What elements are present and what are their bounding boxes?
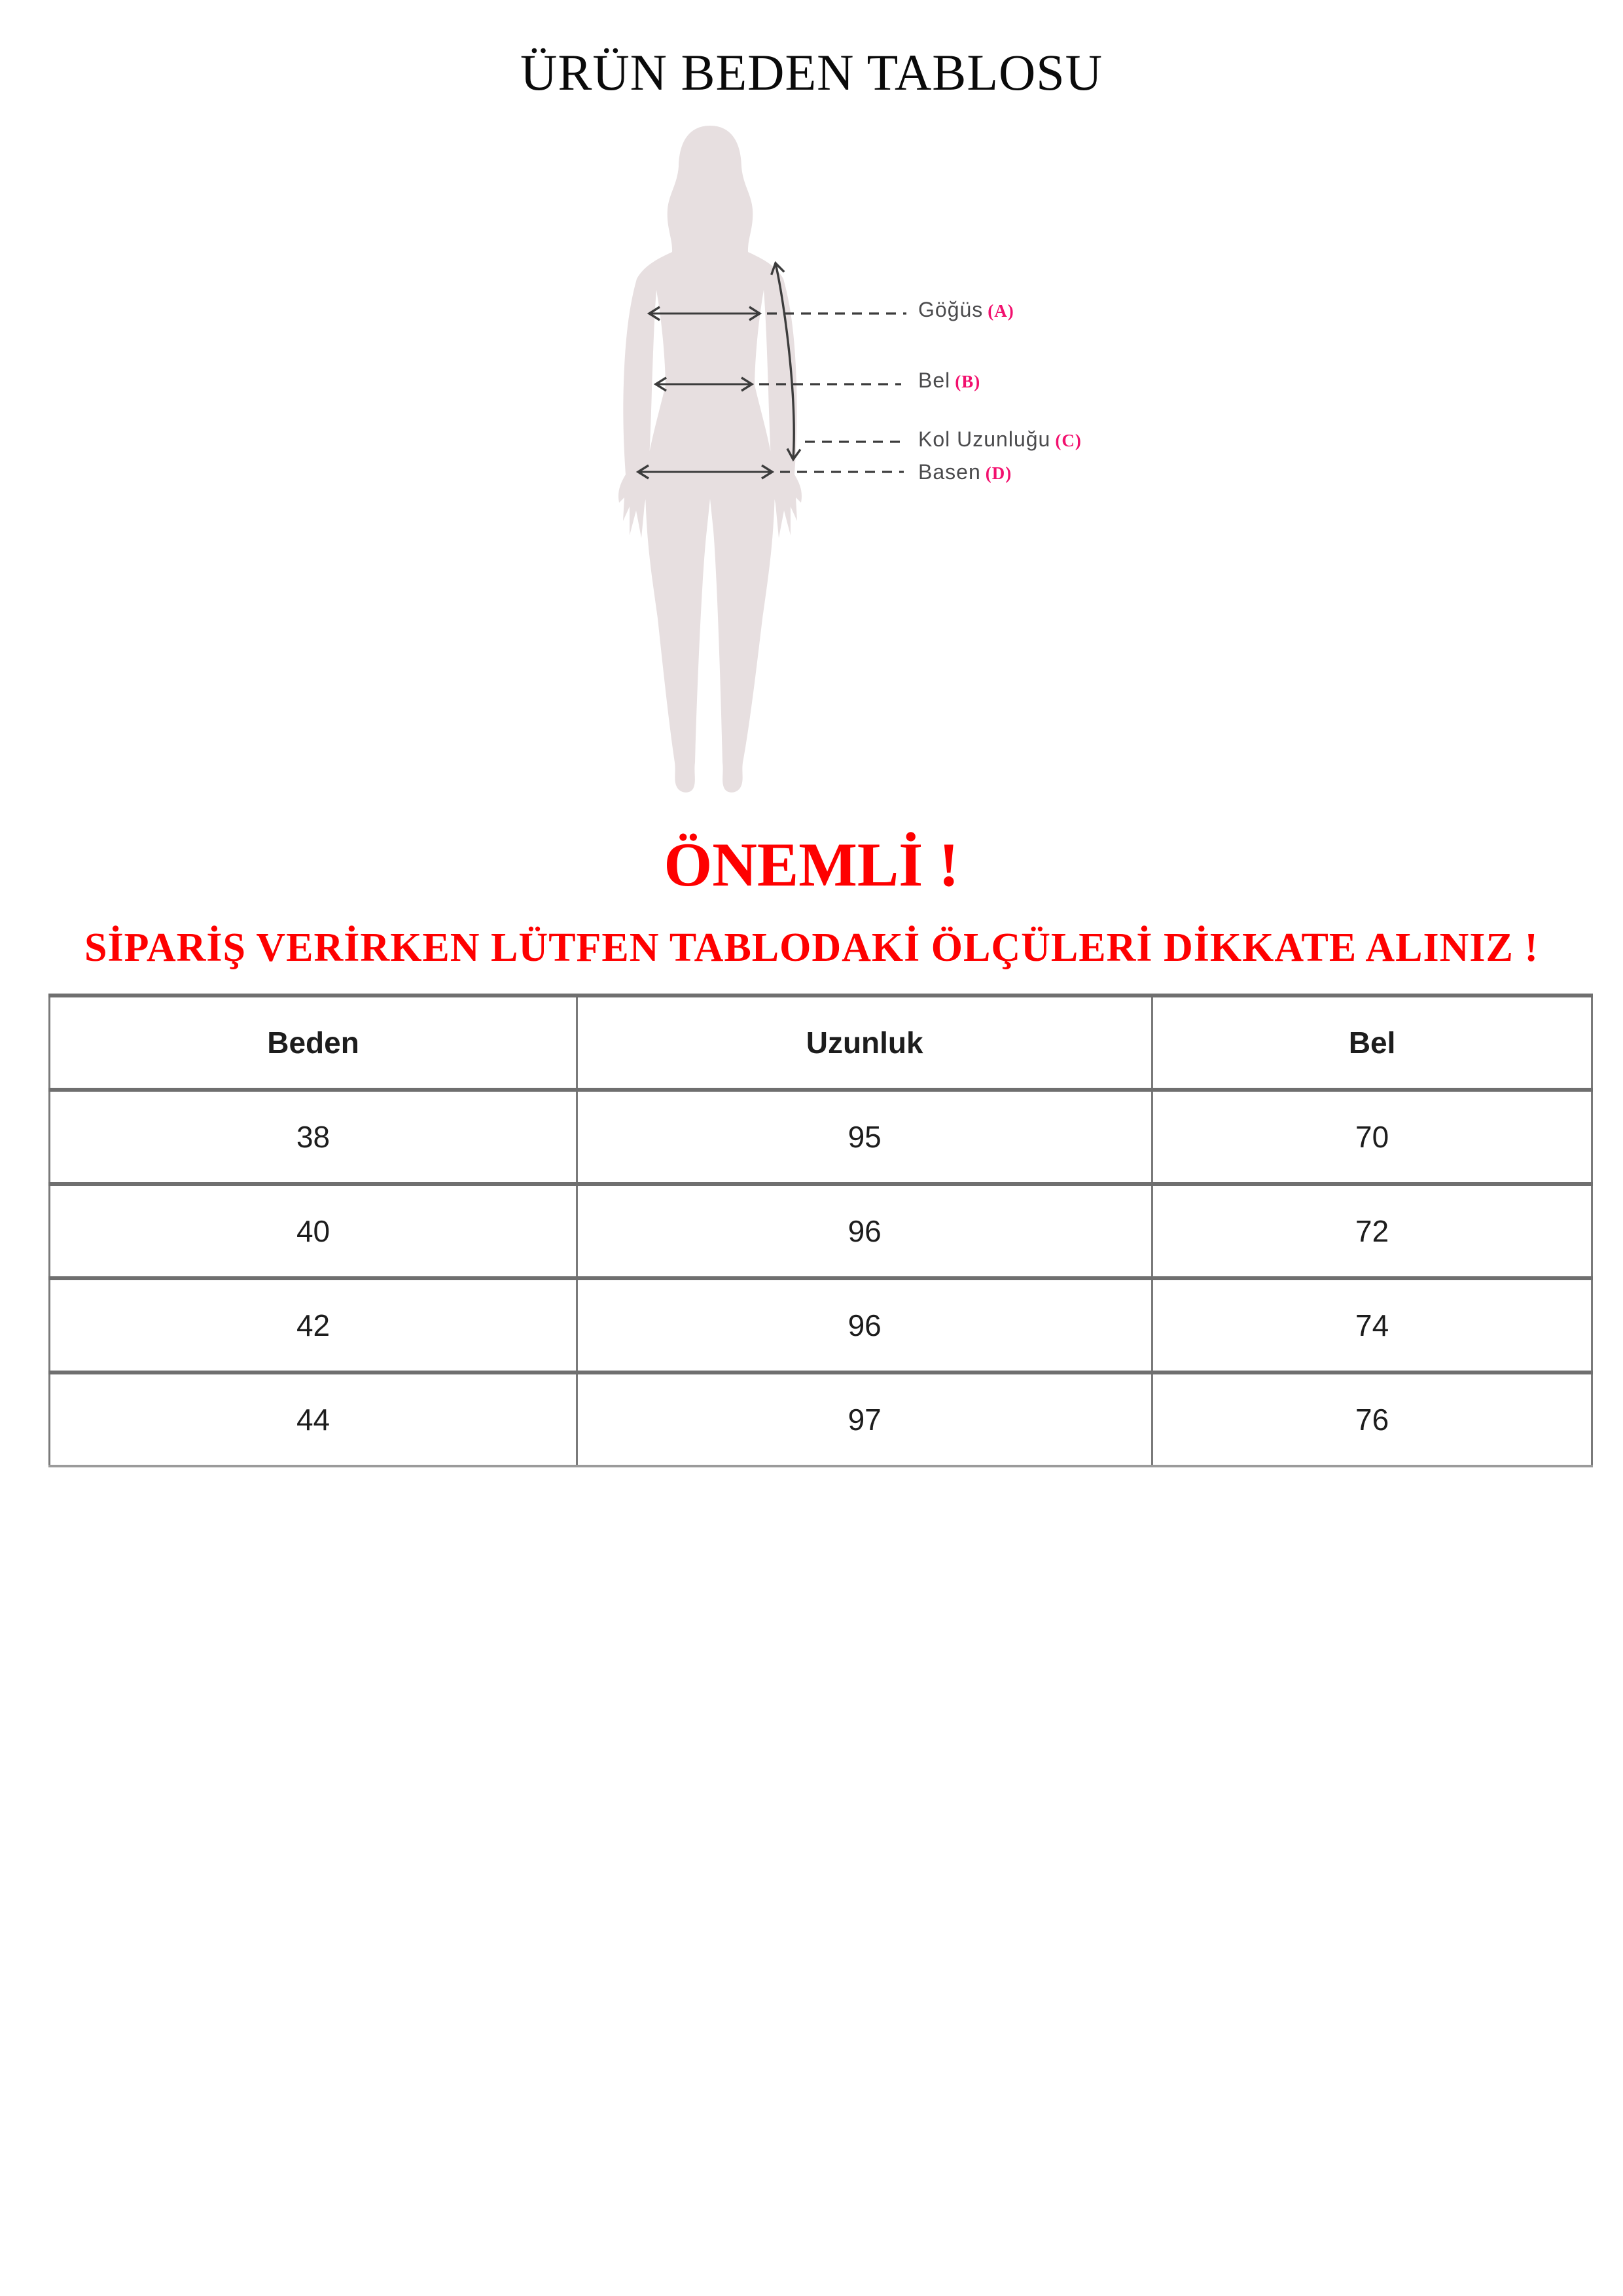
page-title: ÜRÜN BEDEN TABLOSU [520,44,1103,101]
column-header-bel: Bel [1152,996,1592,1090]
size-table [48,994,1593,1467]
cell-uzunluk: 96 [577,1278,1152,1372]
important-heading: ÖNEMLİ ! [664,830,959,899]
hip-label-marker: (D) [985,463,1012,483]
measurement-diagram [576,118,1113,805]
size-table-header-row [50,996,1592,1090]
waist-label-marker: (B) [955,372,981,391]
column-header-beden: Beden [50,996,577,1090]
cell-bel: 70 [1152,1090,1592,1184]
female-body-silhouette-icon [618,126,802,793]
waist-label-text: Bel [918,368,951,392]
table-row [50,1090,1592,1184]
arm-length-label-text: Kol Uzunluğu [918,427,1051,451]
cell-beden: 40 [50,1184,577,1278]
column-header-uzunluk: Uzunluk [577,996,1152,1090]
table-row [50,1372,1592,1466]
cell-bel: 74 [1152,1278,1592,1372]
cell-beden: 38 [50,1090,577,1184]
cell-beden: 42 [50,1278,577,1372]
table-row [50,1278,1592,1372]
hip-label [918,457,1012,488]
hip-label-text: Basen [918,460,981,484]
chest-label [918,295,1014,325]
chest-label-text: Göğüs [918,298,984,321]
cell-bel: 72 [1152,1184,1592,1278]
cell-uzunluk: 96 [577,1184,1152,1278]
waist-label [918,366,980,396]
measurement-diagram-graphic [576,118,1113,805]
cell-uzunluk: 97 [577,1372,1152,1466]
arm-length-label [918,425,1082,455]
cell-beden: 44 [50,1372,577,1466]
cell-uzunluk: 95 [577,1090,1152,1184]
table-row [50,1184,1592,1278]
important-message: SİPARİŞ VERİRKEN LÜTFEN TABLODAKİ ÖLÇÜLERİ DİKKATE ALINIZ ! [84,925,1539,970]
arm-length-label-marker: (C) [1055,431,1082,450]
chest-label-marker: (A) [988,301,1014,321]
cell-bel: 76 [1152,1372,1592,1466]
